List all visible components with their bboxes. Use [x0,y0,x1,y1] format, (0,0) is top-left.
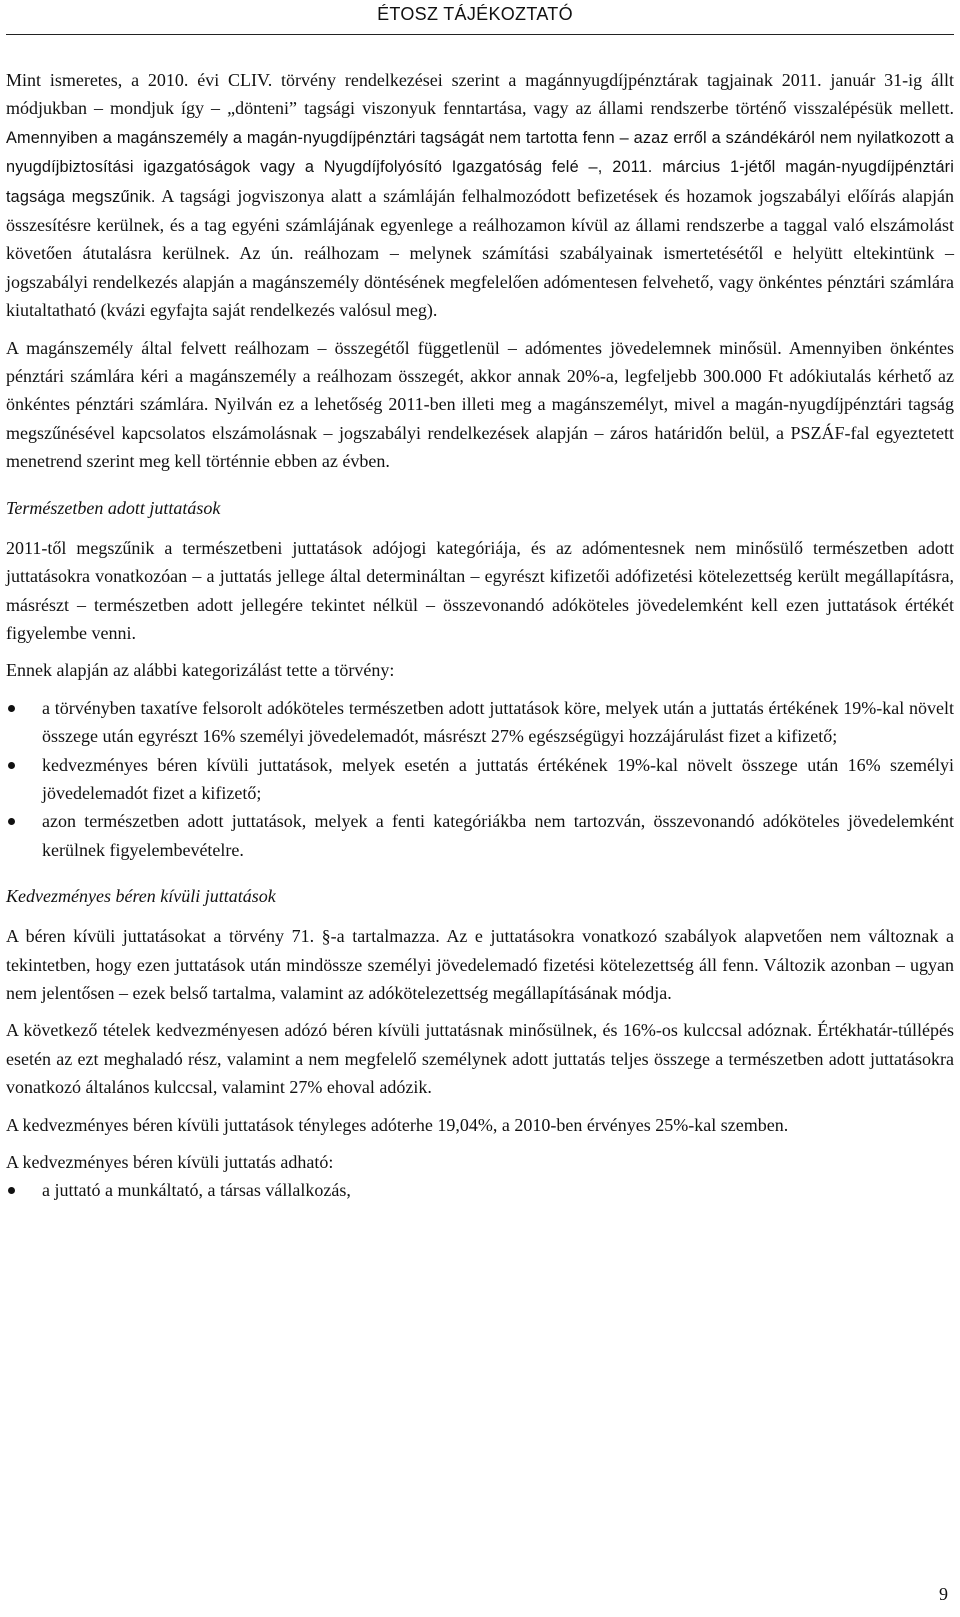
section2-bullet-list [6,1176,954,1204]
list-item [6,807,954,864]
intro-text-sans: Amennyiben a magánszemély a magán-nyugdíjpénztári tagságát nem tartotta fenn – azaz erről a szándékáról nem nyilatkozott a nyugdíjbiztosítási igazgatóságok vagy a Nyugdíjfolyósító Igazgatóság felé –, 2011. március 1-jétől magán-nyugdíjpénztári tagsága megszűnik. [6,128,954,206]
list-item-text: a törvényben taxatíve felsorolt adóköteles természetben adott juttatások köre, melyek után a juttatás értékének 19%-kal növelt összege után egyrészt 16% személyi jövedelemadót, másrészt 27% egészségügyi hozzájárulást fizet a kifizető; [42,697,954,747]
section1-paragraph-2: Ennek alapján az alábbi kategorizálást tette a törvény: [6,660,395,681]
bullet-icon [8,762,15,769]
bullet-icon [8,1187,15,1194]
list-item [6,751,954,808]
intro-paragraph-1 [6,66,954,325]
section2-paragraph-4: A kedvezményes béren kívüli juttatás adható: [6,1152,334,1172]
intro-text-serif: Mint ismeretes, a 2010. évi CLIV. törvény rendelkezései szerint a magánnyugdíjpénztárak tagjainak 2011. január 31-ig állt módjukban – mondjuk így – „dönteni” tagsági viszonyuk fenntartása, vagy az állami rendszerbe történő visszalépésük mellett. [6,70,954,119]
list-item-text: azon természetben adott juttatások, melyek a fenti kategóriákba nem tartozván, összevonandó adóköteles jövedelemként kerülnek figyelembevételre. [42,811,954,860]
section2-paragraph-3: A kedvezményes béren kívüli juttatások tényleges adóterhe 19,04%, a 2010-ben érvényes 25%-kal szemben. [6,1114,789,1135]
section-heading-termeszetben: Természetben adott juttatások [6,497,221,518]
section2-paragraph-2: A következő tételek kedvezményesen adózó béren kívüli juttatásnak minősülnek, és 16%-os kulccsal adóznak. Értékhatár-túllépés esetén az ezt meghaladó rész, valamint a nem megfelelő személynek adott juttatás teljes összege a természetben adott juttatásokra vonatkozó általános kulccsal, valamint 27% ehoval adózik. [6,1020,954,1098]
running-header: ÉTOSZ TÁJÉKOZTATÓ [377,4,573,24]
section-heading-kedvezmenyes: Kedvezményes béren kívüli juttatások [6,886,276,907]
section1-bullet-list [6,694,954,864]
header-rule [6,34,954,35]
intro-paragraph-2: A magánszemély által felvett reálhozam – összegétől függetlenül – adómentes jövedelemnek minősül. Amennyiben önkéntes pénztári számlára kéri a magánszemély a reálhozam összegét, akkor annak 20%-a, legfeljebb 300.000 Ft adókiutalás kérhető az önkéntes pénztári számlára. Nyilván ez a lehetőség 2011-ben illeti meg a magánszemélyt, mivel a magán-nyugdíjpénztári tagság megszűnésével kapcsolatos elszámolásnak – jogszabályi rendelkezések alapján – záros határidőn belül, a PSZÁF-fal egyeztetett menetrend szerint meg kell történnie ebben az évben. [6,337,954,472]
list-item-text: kedvezményes béren kívüli juttatások, melyek esetén a juttatás értékének 19%-kal növelt összege után 16% személyi jövedelemadót fizet a kifizető; [42,754,954,803]
section1-paragraph-1: 2011-től megszűnik a természetbeni juttatások adójogi kategóriája, és az adómentesnek nem minősülő természetben adott juttatásokra vonatkozóan – a juttatás jellege által determináltan – egyrészt kifizetői adófizetési kötelezettség került megállapításra, másrészt – természetben adott jellegére tekintet nélkül – összevonandó adóköteles jövedelemként kell ezen juttatások értékét figyelembe venni. [6,537,954,643]
intro-text-rest: A tagsági jogviszonya alatt a számláján felhalmozódott befizetések és hozamok jogszabályi előírás alapján összesítésre kerülnek, és a tag egyéni számlájának egyenlege a reálhozamon kívül az állami rendszerbe a taggal való elszámolást követően átutalásra kerülnek. Az ún. reálhozam – melynek számítási szabályainak ismertetésétől e helyütt eltekintünk – jogszabályi rendelkezés alapján a magánszemély döntésének megfelelően adómentesen felvehető, vagy önkéntes pénztári számlára kiutaltatható (kvázi egyfajta saját rendelkezés valósul meg). [6,185,955,321]
document-body [6,66,954,1214]
bullet-icon [8,818,15,825]
list-item [6,1176,954,1204]
section2-paragraph-1: A béren kívüli juttatásokat a törvény 71. §-a tartalmazza. Az e juttatásokra vonatkozó szabályok alapvetően nem változnak a tekintetben, hogy ezen juttatások után mindössze személyi jövedelemadó fizetési kötelezettség áll fenn. Változik azonban – ugyan nem jelentősen – ezek belső tartalma, valamint az adókötelezettség megállapításának módja. [6,926,954,1003]
bullet-icon [8,705,15,712]
list-item-text: a juttató a munkáltató, a társas vállalkozás, [42,1180,351,1201]
list-item [6,694,954,751]
page-number: 9 [939,1584,948,1604]
